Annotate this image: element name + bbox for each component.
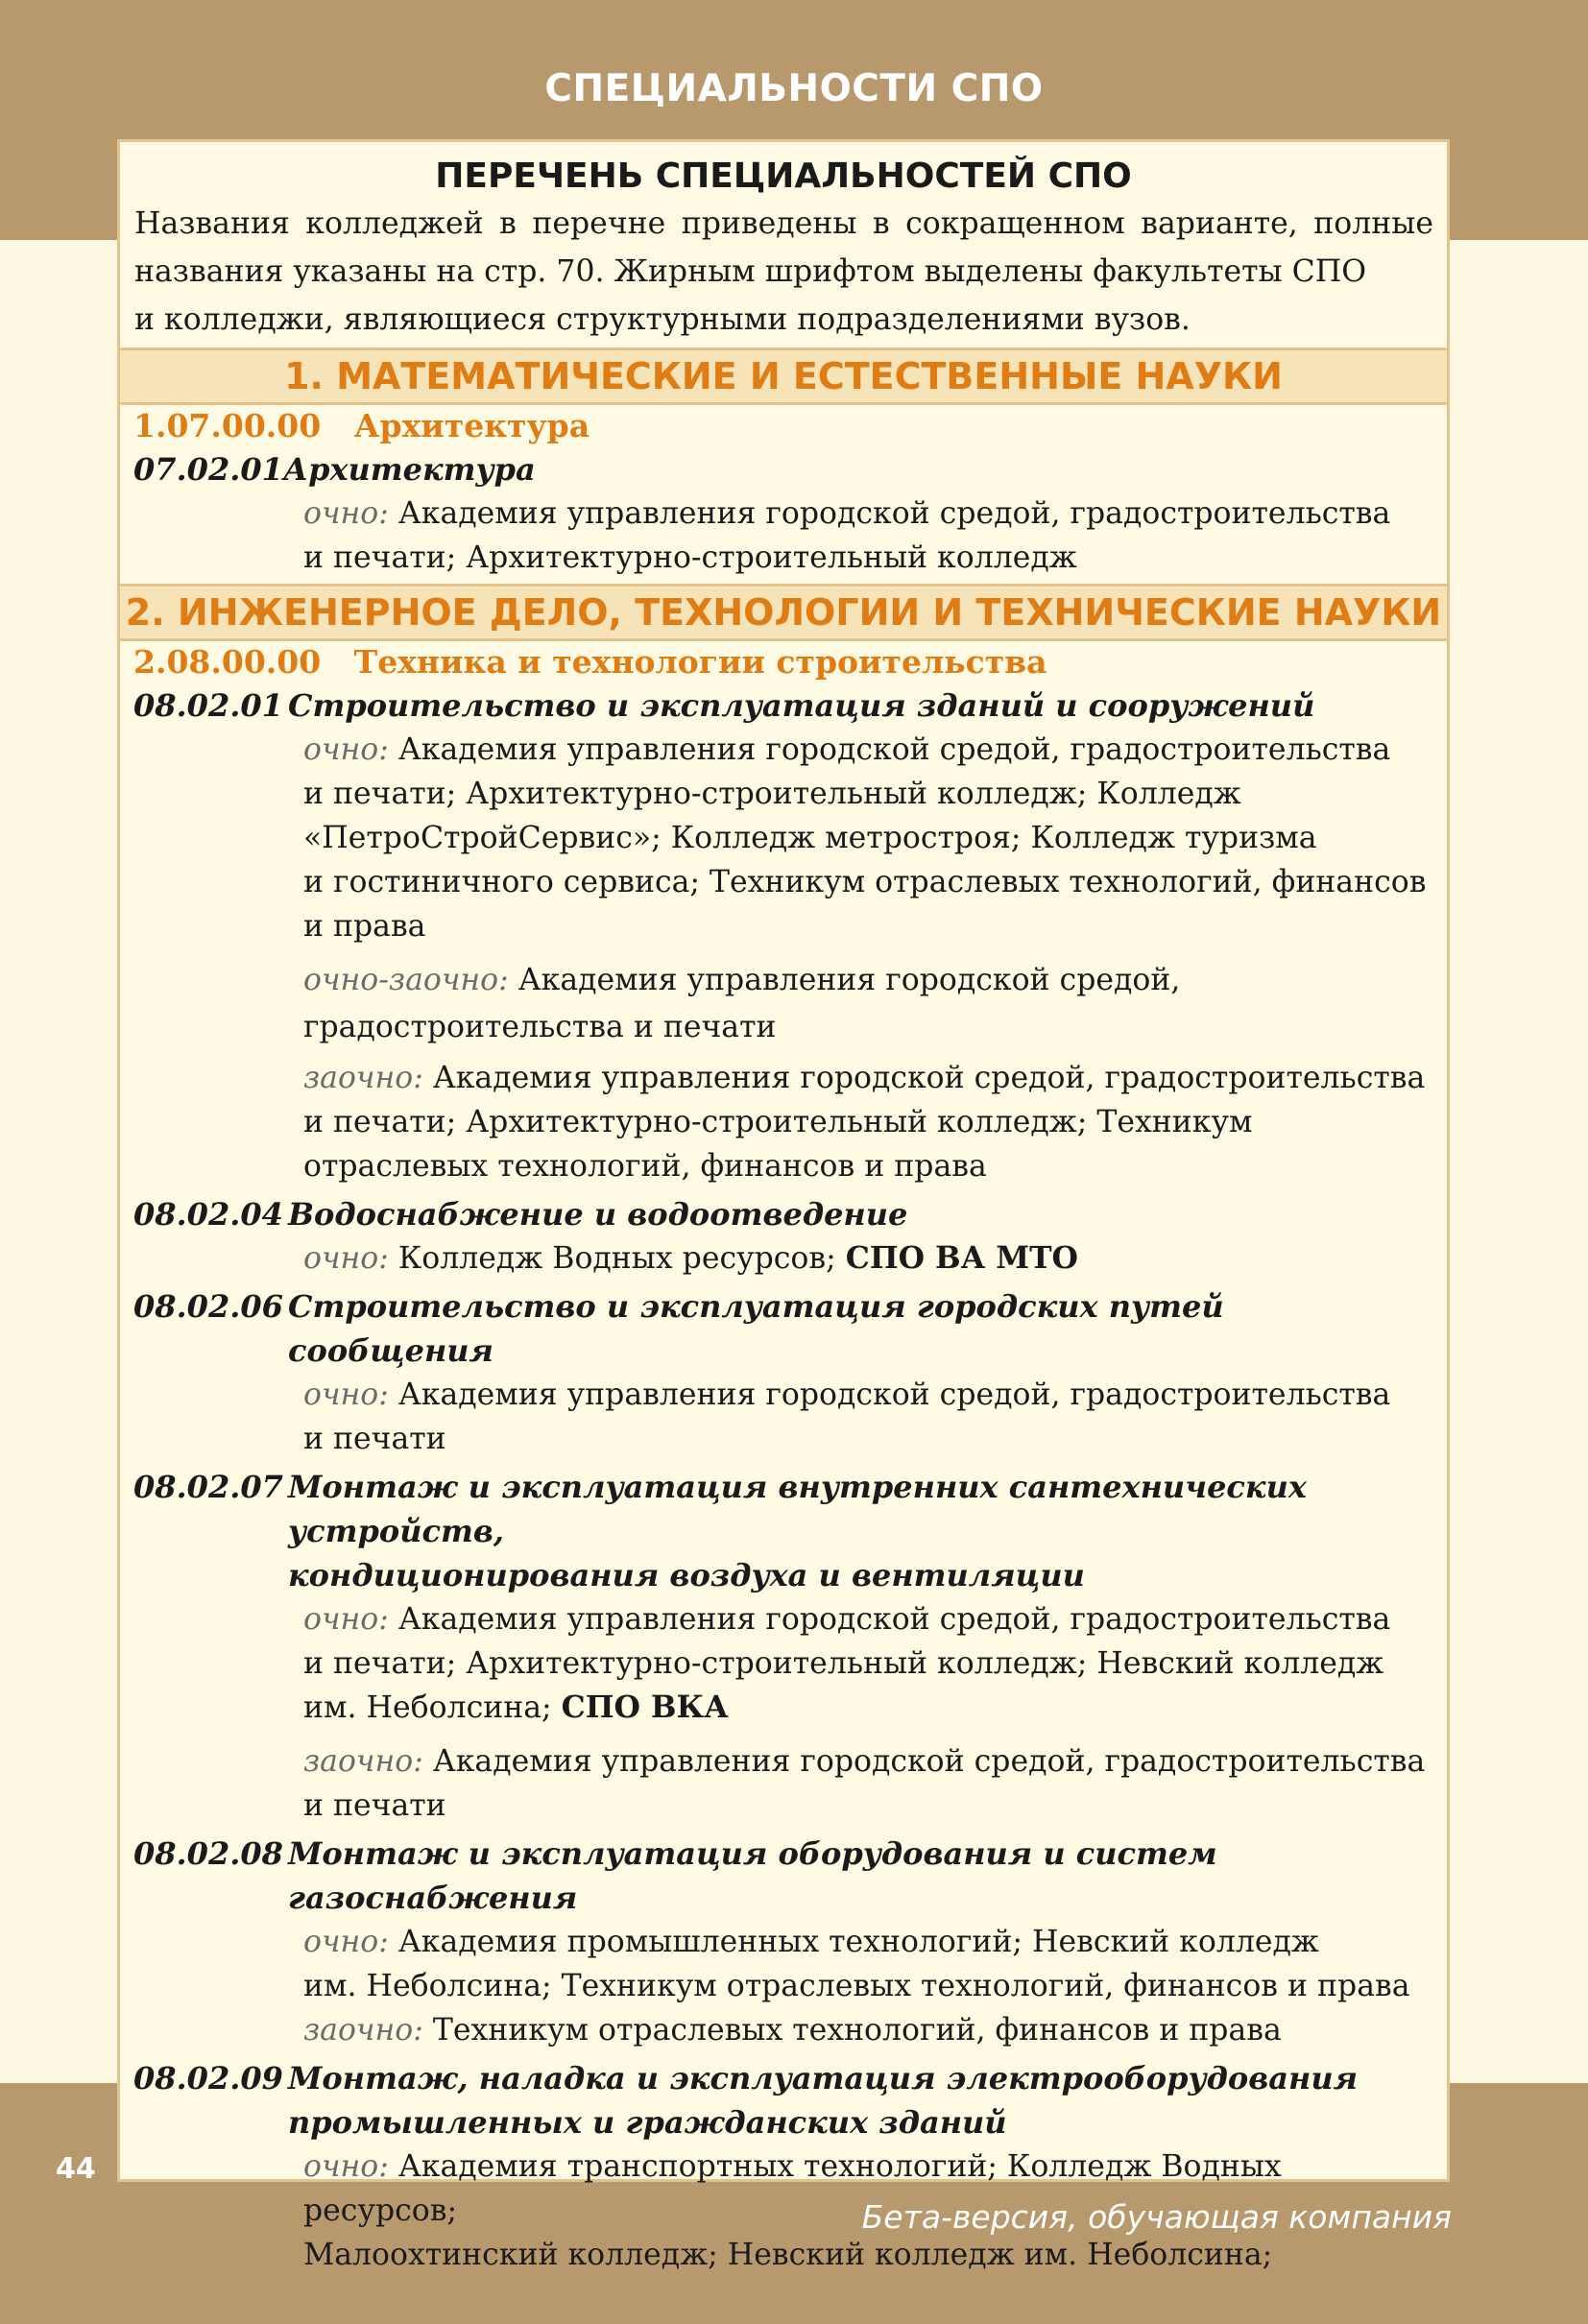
college-text: Академия управления городской средой, градостроительства <box>397 496 1391 531</box>
page-header-title: СПЕЦИАЛЬНОСТИ СПО <box>544 67 1044 110</box>
college-text: «ПетроСтройСервис»; Колледж метростроя; Колледж туризма <box>303 821 1317 855</box>
group-heading <box>120 641 1447 683</box>
section-heading: 2. ИНЖЕНЕРНОЕ ДЕЛО, ТЕХНОЛОГИИ И ТЕХНИЧЕСКИЕ НАУКИ <box>120 584 1447 641</box>
intro-line: Названия колледжей в перечне приведены в сокращенном варианте, полные <box>134 206 1433 241</box>
specialty-row <box>120 1832 1447 1920</box>
group-code: 1.07.00.00 <box>133 407 322 444</box>
study-mode: очно: <box>303 732 389 767</box>
college-list <box>120 1373 1447 1461</box>
college-text: Техникум отраслевых технологий, финансов и права <box>432 2013 1282 2048</box>
study-mode: очно: <box>303 1925 389 1959</box>
publisher-credit: Бета-версия, обучающая компания <box>861 2198 1452 2236</box>
college-text: Академия управления городской средой, градостроительства <box>397 1602 1391 1637</box>
page-number: 44 <box>56 2152 96 2186</box>
college-text: и печати <box>303 1788 446 1823</box>
college-text: Академия управления городской средой, градостроительства <box>397 732 1391 767</box>
university-college-text: СПО ВКА <box>561 1689 729 1725</box>
college-text: Академия управления городской средой, <box>517 963 1181 997</box>
study-mode: очно: <box>303 1241 389 1276</box>
list-title: ПЕРЕЧЕНЬ СПЕЦИАЛЬНОСТЕЙ СПО <box>435 156 1132 196</box>
study-mode: очно: <box>303 496 389 531</box>
college-list <box>120 728 1447 1188</box>
specialty-title <box>288 1465 1447 1597</box>
specialty-title: Архитектура <box>283 451 536 488</box>
specialty-code: 08.02.08 <box>133 1835 283 1872</box>
specialty-title: Монтаж и эксплуатация оборудования и систем газоснабжения <box>288 1835 1217 1916</box>
specialty-row <box>120 2056 1447 2144</box>
college-text: и гостиничного сервиса; Техникум отраслевых технологий, финансов <box>303 865 1427 899</box>
college-text: им. Неболсина; <box>303 1690 552 1725</box>
specialty-code: 08.02.01 <box>133 687 283 724</box>
college-text: и печати; Архитектурно-строительный колледж; Невский колледж <box>303 1646 1384 1681</box>
college-text: Академия промышленных технологий; Невский колледж <box>397 1925 1319 1959</box>
college-text: им. Неболсина; Техникум отраслевых технологий, финансов и права <box>303 1969 1410 2003</box>
specialty-row <box>120 1465 1447 1597</box>
group-heading <box>120 405 1447 447</box>
specialty-title-line: кондиционирования воздуха и вентиляции <box>288 1557 1085 1593</box>
study-mode: очно: <box>303 1602 389 1637</box>
college-text: и печати; Архитектурно-строительный колледж; Техникум <box>303 1105 1253 1139</box>
specialty-code: 07.02.01 <box>133 451 283 488</box>
group-code: 2.08.00.00 <box>133 643 322 681</box>
specialty-title: Строительство и эксплуатация городских путей сообщения <box>288 1288 1224 1369</box>
college-text: и печати; Архитектурно-строительный колледж; Колледж <box>303 777 1241 811</box>
study-mode: очно-заочно: <box>303 963 509 997</box>
group-name: Техника и технологии строительства <box>353 643 1047 681</box>
college-list <box>120 491 1447 580</box>
specialty-title-line: Монтаж, наладка и эксплуатация электрооборудования <box>288 2060 1359 2096</box>
college-text: градостроительства и печати <box>303 1010 777 1044</box>
college-text: Малоохтинский колледж; Невский колледж им. Неболсина; <box>303 2238 1273 2272</box>
specialty-title: Строительство и эксплуатация зданий и сооружений <box>288 687 1315 724</box>
intro-line: названия указаны на стр. 70. Жирным шрифтом выделены факультеты СПО <box>134 254 1367 289</box>
college-text: Академия транспортных технологий; Колледж Водных ресурсов; <box>303 2149 1282 2228</box>
section-heading: 1. МАТЕМАТИЧЕСКИЕ И ЕСТЕСТВЕННЫЕ НАУКИ <box>120 347 1447 405</box>
college-text: и печати <box>303 1422 446 1456</box>
college-text: Академия управления городской средой, градостроительства <box>432 1061 1426 1095</box>
college-text: отраслевых технологий, финансов и права <box>303 1149 987 1184</box>
specialty-title <box>288 2056 1447 2144</box>
college-text: Академия управления городской средой, градостроительства <box>432 1744 1426 1779</box>
study-mode: очно: <box>303 2149 389 2184</box>
specialty-title-line: промышленных и гражданских зданий <box>288 2104 1007 2141</box>
group-name: Архитектура <box>353 407 590 444</box>
college-list <box>120 1236 1447 1281</box>
specialty-code: 08.02.09 <box>133 2060 283 2096</box>
specialty-row <box>120 683 1447 728</box>
specialty-code: 08.02.06 <box>133 1288 283 1325</box>
study-mode: заочно: <box>303 2013 423 2048</box>
specialty-code: 08.02.04 <box>133 1196 283 1233</box>
specialty-title-line: Монтаж и эксплуатация внутренних сантехнических устройств, <box>288 1469 1307 1549</box>
specialty-row <box>120 447 1447 491</box>
intro-paragraph <box>120 200 1447 344</box>
specialty-row <box>120 1284 1447 1373</box>
intro-line: и колледжи, являющиеся структурными подразделениями вузов. <box>134 302 1191 337</box>
study-mode: заочно: <box>303 1744 423 1779</box>
college-text: Академия управления городской средой, градостроительства <box>397 1378 1391 1412</box>
college-text: и права <box>303 909 426 944</box>
study-mode: заочно: <box>303 1061 423 1095</box>
specialty-code: 08.02.07 <box>133 1469 283 1505</box>
specialty-row <box>120 1192 1447 1236</box>
college-list <box>120 1597 1447 1828</box>
college-text: и печати; Архитектурно-строительный колледж <box>303 540 1077 575</box>
college-list <box>120 1920 1447 2052</box>
college-text: Колледж Водных ресурсов; <box>397 1241 836 1276</box>
university-college-text: СПО ВА МТО <box>845 1240 1078 1276</box>
specialty-title: Водоснабжение и водоотведение <box>288 1196 908 1233</box>
study-mode: очно: <box>303 1378 389 1412</box>
